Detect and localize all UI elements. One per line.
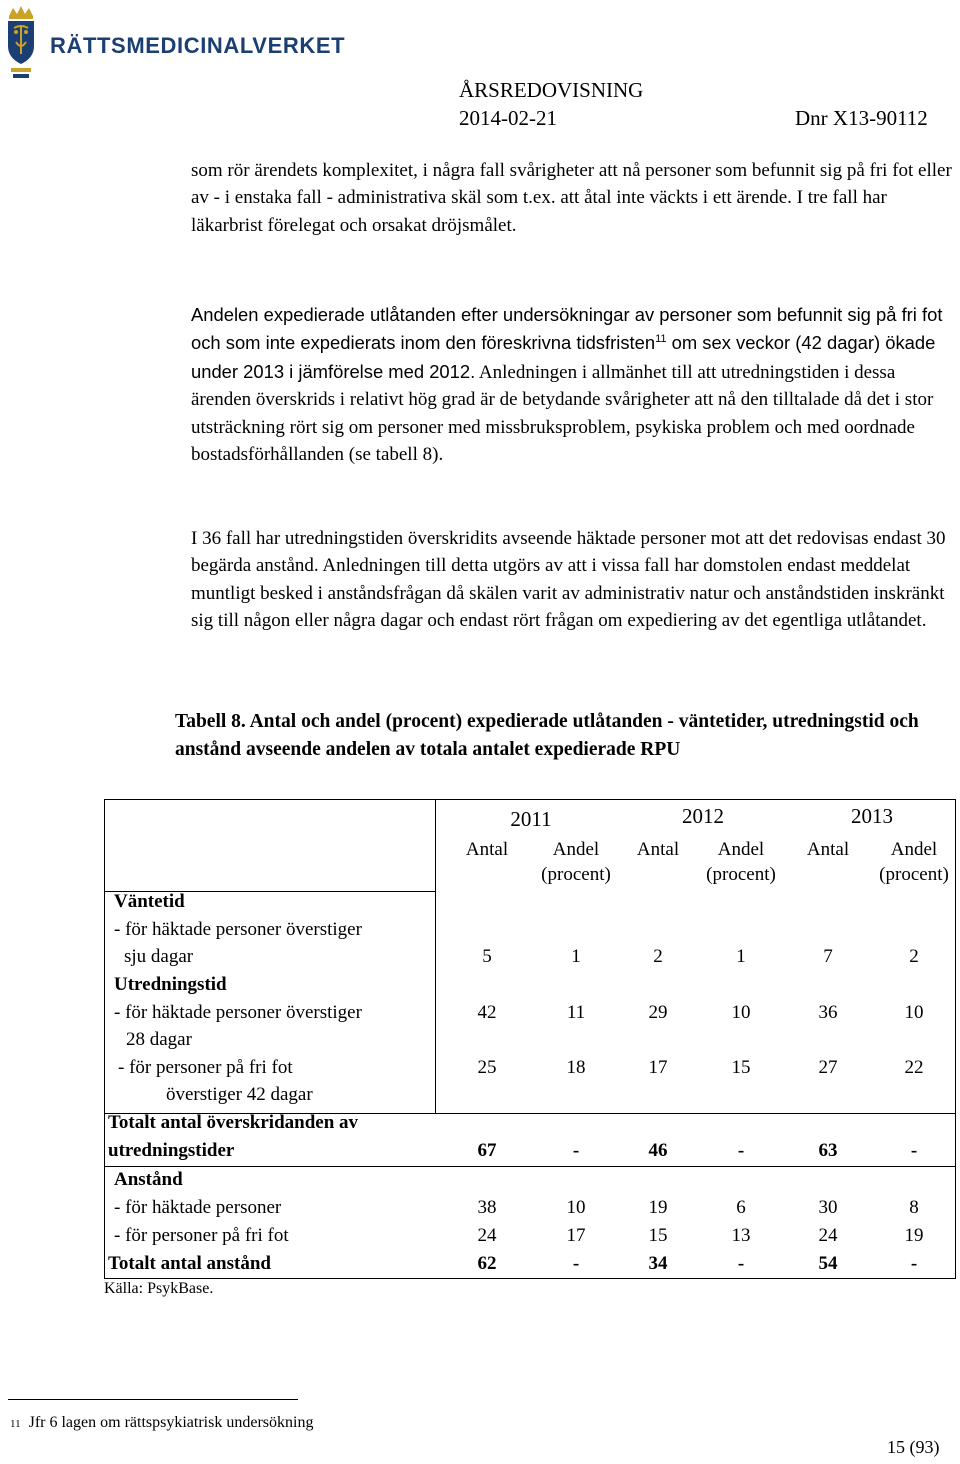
cell-anst-fri: 15 [648, 1225, 668, 1246]
cell-anst-fri: 19 [904, 1225, 924, 1246]
col-andel-2011-unit: (procent) [541, 864, 611, 885]
row-label-vantetid-sub1: - för häktade personer överstiger [114, 919, 362, 940]
table-grid-line [435, 800, 436, 1113]
row-label-utredningstid: Utredningstid [114, 974, 227, 995]
page-number: 15 (93) [887, 1437, 940, 1457]
row-label-anst-hakt: - för häktade personer [114, 1197, 282, 1218]
row-label-tot-utr-2: utredningstider [108, 1140, 235, 1161]
cell-anst-hakt: 10 [566, 1197, 586, 1218]
cell-anst-fri: 13 [731, 1225, 751, 1246]
cell-vantetid: 7 [823, 946, 833, 967]
paragraph-2-text-c: Anledningen i allmänhet till att utredningstiden i dessa ärenden överskrids i relativt hög grad är de betydande svårigheter att nå den tilltalade då det i stor utsträckning rört sig om personer med missbruksproblem, psykiska problem och med oordnade bostadsförhållanden (se tabell 8). [191, 361, 934, 466]
year-header-2013: 2013 [851, 804, 893, 828]
year-header-2012: 2012 [682, 804, 724, 828]
cell-utr-hakt: 42 [477, 1002, 497, 1023]
cell-vantetid: 2 [653, 946, 663, 967]
paragraph-1: som rör ärendets komplexitet, i några fall svårigheter att nå personer som befunnit sig på fri fot eller av - i enstaka fall - administrativa skäl som t.ex. att åtal inte väckts i ett ärende. I tre fall har läkarbrist förelegat och orsakat dröjsmålet. [191, 160, 952, 236]
footnote-text: Jfr 6 lagen om rättspsykiatrisk undersökning [28, 1414, 314, 1431]
row-label-anstand: Anstånd [114, 1169, 183, 1190]
cell-tot-anst: 34 [648, 1253, 668, 1274]
col-antal-2011: Antal [465, 839, 509, 860]
cell-vantetid: 5 [482, 946, 492, 967]
row-label-utr-hakt-1: - för häktade personer överstiger [114, 1002, 362, 1023]
cell-vantetid: 1 [736, 946, 746, 967]
row-label-vantetid: Väntetid [114, 891, 185, 912]
cell-utr-fri: 15 [731, 1057, 751, 1078]
cell-vantetid: 1 [571, 946, 581, 967]
footnote [10, 1414, 313, 1432]
cell-tot-anst: 62 [477, 1253, 497, 1274]
cell-utr-fri: 17 [648, 1057, 668, 1078]
table-grid-line [105, 1166, 955, 1167]
cell-anst-hakt: 8 [909, 1197, 919, 1218]
cell-vantetid: 2 [909, 946, 919, 967]
organization-name: RÄTTSMEDICINALVERKET [50, 33, 346, 58]
cell-tot-anst: 54 [818, 1253, 838, 1274]
col-andel-2013-unit: (procent) [879, 864, 949, 885]
paragraph-3: I 36 fall har utredningstiden överskridits avseende häktade personer mot att det redovisas endast 30 begärda anstånd. Anledningen till detta utgörs av att i vissa fall har domstolen endast meddelat muntligt besked i anståndsfrågan då skälen varit av administrativ natur och anståndstiden inskränkt sig till någon eller några dagar och endast rört frågan om expediering av det egentliga utlåtandet. [191, 528, 946, 632]
cell-tot-utr: 46 [648, 1140, 668, 1161]
col-andel-2011: Andel [552, 839, 600, 860]
row-label-utr-fri-2: överstiger 42 dagar [166, 1084, 313, 1105]
footnote-divider [8, 1399, 298, 1400]
table-source: Källa: PsykBase. [104, 1280, 214, 1297]
col-andel-2012-unit: (procent) [706, 864, 776, 885]
footnote-ref: 11 [655, 333, 667, 346]
cell-utr-fri: 25 [477, 1057, 497, 1078]
cell-tot-utr: 67 [477, 1140, 497, 1161]
cell-utr-hakt: 10 [731, 1002, 751, 1023]
cell-utr-fri: 18 [566, 1057, 586, 1078]
footnote-number: 11 [10, 1418, 21, 1430]
document-date: 2014-02-21 [459, 106, 557, 130]
row-label-anst-fri: - för personer på fri fot [114, 1225, 289, 1246]
col-andel-2012: Andel [717, 839, 765, 860]
table-caption: Tabell 8. Antal och andel (procent) expedierade utlåtanden - väntetider, utredningstid och anstånd avseende andelen av totala antalet expedierade RPU [175, 711, 919, 760]
cell-tot-anst: - [737, 1253, 745, 1274]
row-label-tot-utr-1: Totalt antal överskridanden av [108, 1112, 359, 1133]
cell-utr-hakt: 10 [904, 1002, 924, 1023]
cell-utr-hakt: 29 [648, 1002, 668, 1023]
coat-of-arms-logo [4, 2, 38, 90]
row-label-utr-fri-1: - för personer på fri fot [118, 1057, 293, 1078]
cell-tot-utr: 63 [818, 1140, 838, 1161]
row-label-tot-anst: Totalt antal anstånd [108, 1253, 271, 1274]
cell-anst-hakt: 30 [818, 1197, 838, 1218]
cell-anst-fri: 24 [477, 1225, 497, 1246]
cell-tot-utr: - [910, 1140, 918, 1161]
cell-anst-fri: 24 [818, 1225, 838, 1246]
year-header-2011: 2011 [510, 807, 552, 831]
document-number: Dnr X13-90112 [795, 106, 928, 130]
cell-anst-hakt: 6 [736, 1197, 746, 1218]
cell-anst-fri: 17 [566, 1225, 586, 1246]
cell-utr-hakt: 36 [818, 1002, 838, 1023]
paragraph-2-text-a: Andelen expedierade utlåtanden efter undersökningar av personer som befunnit sig på fri fot och som inte expedierats inom den föreskrivna tidsfristen [191, 304, 943, 354]
cell-anst-hakt: 38 [477, 1197, 497, 1218]
cell-tot-anst: - [910, 1253, 918, 1274]
cell-utr-hakt: 11 [566, 1002, 586, 1023]
cell-utr-fri: 27 [818, 1057, 838, 1078]
cell-tot-utr: - [572, 1140, 580, 1161]
row-label-utr-hakt-2: 28 dagar [126, 1029, 192, 1050]
col-andel-2013: Andel [890, 839, 938, 860]
document-title: ÅRSREDOVISNING [459, 78, 644, 102]
col-antal-2012: Antal [636, 839, 680, 860]
paragraph-2-text-b: om sex veckor (42 dagar) ökade under 2013 i jämförelse med 2012. [191, 332, 936, 382]
row-label-vantetid-sub2: sju dagar [124, 946, 194, 967]
cell-anst-hakt: 19 [648, 1197, 668, 1218]
col-antal-2013: Antal [806, 839, 850, 860]
paragraph-2 [191, 301, 956, 468]
cell-utr-fri: 22 [904, 1057, 924, 1078]
cell-tot-utr: - [737, 1140, 745, 1161]
cell-tot-anst: - [572, 1253, 580, 1274]
